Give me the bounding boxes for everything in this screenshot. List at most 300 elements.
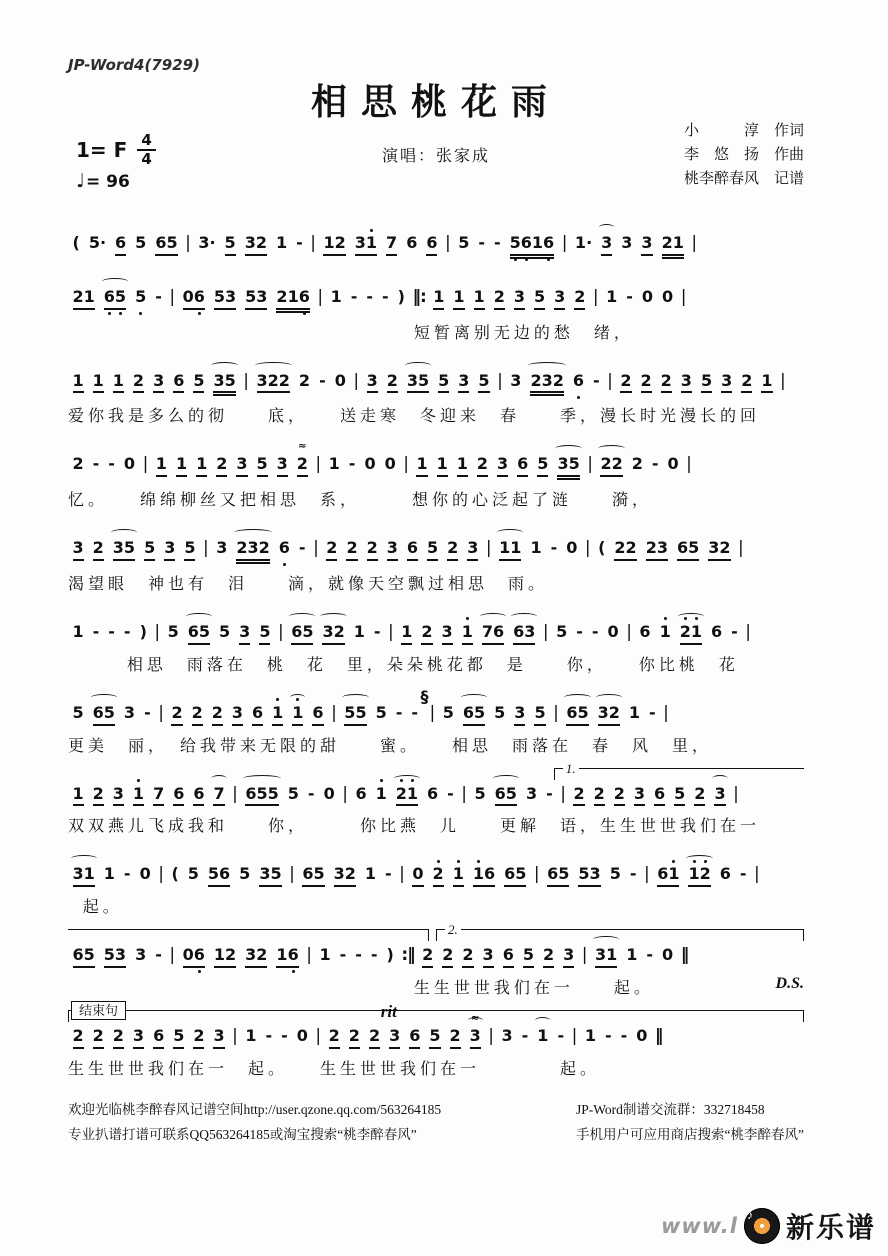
- music-note-icon: ♪: [746, 1208, 753, 1222]
- note-group: 65: [93, 703, 115, 726]
- note-group: 65: [547, 864, 569, 887]
- note-group: 1: [375, 783, 387, 803]
- note-group: 1: [156, 454, 167, 477]
- note-group: 2: [631, 454, 643, 474]
- footer-left-column: [68, 1097, 441, 1148]
- note-group: 21: [73, 287, 95, 310]
- note-group: 1: [416, 454, 427, 477]
- note-group: 5: [184, 538, 195, 561]
- note-group: -: [355, 945, 362, 965]
- lyrics-row: 双双燕儿飞成我和 你， 你比燕 儿 更解 语，生生世世我们在一: [68, 818, 761, 836]
- note-group: 1: [319, 945, 331, 965]
- note-group: 1: [196, 454, 207, 477]
- notes-row: [68, 783, 804, 807]
- barline: |: [315, 1025, 322, 1046]
- note-group: 655: [245, 784, 278, 807]
- note-group: -: [92, 621, 100, 641]
- note-group: 5: [72, 702, 84, 722]
- note-group: 3: [714, 784, 725, 807]
- note-group: 1: [628, 702, 641, 722]
- barline: |: [626, 621, 632, 642]
- notes-row: [68, 621, 804, 645]
- note-group: -: [395, 702, 403, 722]
- note-group: 65: [188, 622, 210, 645]
- lyrics-row: 更美 丽， 给我带来无限的甜 蜜。 相思 雨落在 春 风 里，: [68, 737, 713, 755]
- note-group: 5: [259, 622, 270, 645]
- note-group: 12: [688, 864, 710, 887]
- note-group: 3: [681, 371, 692, 394]
- note-group: 7: [213, 784, 224, 807]
- note-group: -: [339, 945, 347, 965]
- note-group: 6: [406, 233, 418, 252]
- note-group: 3: [510, 370, 522, 390]
- note-group: 32: [334, 864, 356, 887]
- note-group: 2: [93, 538, 104, 561]
- note-group: 61: [657, 864, 679, 887]
- note-group: -: [557, 1025, 565, 1045]
- note-group: -: [348, 454, 356, 474]
- footer-left-line2: 专业扒谱打谱可联系QQ563264185或淘宝搜索“桃李醉春风”: [68, 1127, 417, 1143]
- repeat-barline: ‖: [654, 1025, 663, 1046]
- note-group: 1: [133, 784, 144, 807]
- note-group: 53: [104, 945, 126, 968]
- note-group: 5: [427, 538, 438, 561]
- note-group: 5: [144, 538, 155, 561]
- time-signature-denominator: 4: [141, 150, 152, 168]
- note-group: 3: [563, 945, 574, 968]
- barline: |: [169, 286, 176, 307]
- note-group: 2: [329, 1026, 340, 1049]
- note-group: 0: [566, 538, 578, 558]
- note-group: -: [370, 945, 378, 965]
- note-group: ): [139, 621, 147, 641]
- barline: |: [444, 233, 451, 253]
- note-group: 3: [721, 371, 732, 394]
- note-group: 32: [245, 233, 267, 256]
- note-group: 5: [438, 371, 449, 394]
- segno-icon: §: [420, 686, 429, 706]
- note-group: 53: [578, 864, 600, 887]
- lyrics-row: 起。: [82, 899, 123, 917]
- barline: |: [158, 864, 164, 885]
- note-group: ): [386, 945, 394, 965]
- note-group: -: [123, 621, 131, 641]
- note-group: 56: [208, 864, 230, 887]
- notes-row: [68, 370, 804, 397]
- barline: |: [780, 370, 786, 391]
- note-group: 22: [600, 454, 622, 477]
- barline: |: [388, 621, 394, 642]
- note-group: -: [576, 621, 583, 641]
- repeat-barline: ‖:: [412, 286, 426, 307]
- note-group: 2: [298, 370, 311, 390]
- volta-bracket: [554, 760, 804, 780]
- note-group: 232: [530, 371, 563, 397]
- note-group: 3: [497, 454, 508, 477]
- note-group: -: [411, 702, 418, 722]
- barline: |: [461, 783, 468, 804]
- note-group: 2: [543, 945, 554, 968]
- lyrics-row: 短暂离别无边的愁 绪，: [413, 324, 634, 342]
- note-group: 1: [433, 287, 444, 310]
- barline: |: [202, 538, 209, 559]
- note-group: 3: [458, 371, 469, 394]
- note-group: 53: [214, 287, 236, 310]
- note-group: 5: [701, 371, 712, 394]
- note-group: 3: [501, 1025, 513, 1045]
- note-group: 2: [433, 864, 444, 887]
- note-group: 216: [276, 287, 309, 313]
- note-group: 1: [606, 286, 618, 306]
- barline: |: [154, 621, 161, 642]
- note-group: 1: [113, 371, 124, 394]
- note-group: 2: [367, 538, 378, 561]
- note-group: 2: [93, 784, 104, 807]
- note-group: 1: [761, 371, 772, 394]
- note-group: 3: [554, 287, 565, 310]
- note-group: 6: [153, 1026, 164, 1049]
- note-group: 3: [483, 945, 494, 968]
- repeat-barline: :‖: [401, 945, 415, 966]
- note-group: 1: [453, 287, 464, 310]
- note-group: 3: [135, 945, 147, 965]
- note-group: -: [651, 454, 659, 474]
- note-group: 1: [401, 622, 412, 645]
- note-group: 3: [387, 538, 398, 561]
- footer-right-line2: 手机用户可应用商店搜索“桃李醉春风”: [576, 1127, 804, 1143]
- note-group: 2: [346, 538, 357, 561]
- lyrics-row: 爱你我是多么的彻 底， 送走寒 冬迎来 春 季，漫长时光漫长的回: [68, 408, 761, 426]
- note-group: 1: [272, 703, 283, 726]
- barline: |: [232, 783, 238, 804]
- note-group: -: [366, 286, 373, 306]
- barline: |: [643, 864, 650, 885]
- note-group: 2: [450, 1026, 461, 1049]
- barline: |: [738, 538, 744, 559]
- note-group: 2: [442, 945, 453, 968]
- note-group: -: [649, 702, 656, 722]
- note-group: 2: [477, 454, 488, 477]
- note-group: 2: [462, 945, 473, 968]
- barline: |: [306, 945, 312, 966]
- credit-lyricist: 小 淳 作词: [683, 123, 804, 139]
- note-group: 35: [259, 864, 281, 887]
- barline: |: [317, 286, 324, 307]
- note-group: 0: [636, 1025, 648, 1045]
- note-group: 5: [173, 1026, 184, 1049]
- note-group: 232: [236, 538, 269, 564]
- note-group: 5: [609, 864, 621, 884]
- bracket-label: 1.: [563, 761, 579, 776]
- note-group: 2: [421, 622, 432, 645]
- barline: |: [581, 945, 588, 966]
- note-group: 3: [153, 371, 164, 394]
- note-group: 5: [193, 371, 204, 394]
- note-group: 65: [104, 287, 126, 310]
- note-group: 3: [213, 1026, 224, 1049]
- note-group: 65: [73, 945, 95, 968]
- note-group: 2: [193, 1026, 204, 1049]
- note-group: -: [593, 370, 600, 390]
- note-group: 5: [474, 783, 486, 803]
- note-group: 2: [171, 703, 182, 726]
- note-group: 5: [225, 233, 236, 256]
- score-line: [68, 520, 804, 594]
- note-group: 2: [694, 784, 705, 807]
- note-group: 1: [73, 784, 84, 807]
- barline: |: [169, 945, 176, 966]
- note-group: -: [144, 702, 151, 722]
- note-group: 1: [462, 622, 473, 645]
- note-group: 5: [287, 783, 299, 803]
- barline: |: [313, 538, 319, 559]
- note-group: 21: [680, 622, 702, 645]
- note-group: 35: [213, 371, 235, 397]
- note-group: 1: [353, 621, 365, 641]
- barline: |: [533, 864, 540, 885]
- barline: |: [158, 702, 164, 723]
- note-group: -: [731, 621, 738, 641]
- bracket-label: 2.: [445, 922, 461, 937]
- barline: |: [553, 702, 559, 723]
- barline: |: [429, 702, 436, 723]
- note-group: 2: [447, 538, 458, 561]
- note-group: 5: [674, 784, 685, 807]
- credit-composer: 李 悠 扬 作曲: [683, 147, 804, 163]
- barline: |: [310, 233, 316, 253]
- barline: |: [686, 454, 692, 475]
- note-group: 1: [537, 1025, 549, 1045]
- footer: [68, 1097, 804, 1148]
- note-group: 76: [482, 622, 504, 645]
- note-group: -: [478, 233, 485, 252]
- barline: |: [680, 286, 687, 307]
- note-group: 65: [495, 784, 517, 807]
- note-group: 65: [463, 703, 485, 726]
- score-line: [68, 846, 804, 917]
- note-group: 2: [93, 1026, 104, 1049]
- tempo-value: = 96: [85, 172, 130, 192]
- barline: |: [571, 1025, 578, 1046]
- note-group: 0: [123, 454, 136, 474]
- note-group: -: [123, 864, 131, 884]
- note-group: 3·: [198, 233, 216, 252]
- note-group: 06: [183, 945, 205, 968]
- note-group: 2: [614, 784, 625, 807]
- note-group: 1: [328, 454, 340, 474]
- note-group: 0: [334, 370, 346, 390]
- note-group: 6: [719, 864, 731, 884]
- bracket-label: rit: [380, 1001, 397, 1021]
- barline: |: [542, 621, 549, 642]
- notes-row: [68, 286, 804, 313]
- watermark: JP-Word4(7929): [68, 56, 200, 74]
- logo-brand-text: 新乐谱: [785, 1211, 876, 1244]
- score-line: [68, 604, 804, 675]
- note-group: 6: [407, 538, 418, 561]
- note-group: 5: [523, 945, 534, 968]
- note-group: 2: [741, 371, 752, 394]
- note-group: 0: [364, 454, 376, 474]
- note-group: 5: [239, 864, 251, 884]
- note-group: 3: [236, 454, 247, 477]
- barline: |: [733, 783, 739, 804]
- repeat-barline: ‖: [680, 945, 689, 966]
- note-group: 2: [72, 454, 84, 474]
- note-group: -: [92, 454, 100, 474]
- note-group: 322: [257, 371, 290, 394]
- note-group: 2: [349, 1026, 360, 1049]
- note-group: 6: [355, 783, 367, 803]
- barline: |: [691, 233, 698, 253]
- barline: |: [561, 233, 568, 253]
- barline: |: [403, 454, 409, 475]
- note-group: -: [546, 783, 553, 803]
- note-group: 3: [442, 622, 453, 645]
- score-body: [68, 215, 804, 1079]
- note-group: 12: [323, 233, 345, 256]
- notes-row: [68, 863, 804, 887]
- note-group: 5: [478, 371, 489, 394]
- note-group: 53: [245, 287, 267, 310]
- note-group: 3: [634, 784, 645, 807]
- note-group: 5: [534, 287, 545, 310]
- note-group: 2: [212, 703, 223, 726]
- score-line: [68, 215, 804, 259]
- note-group: (: [72, 233, 80, 252]
- barline: |: [331, 702, 337, 723]
- performer-credit: 演唱：张家成: [381, 148, 490, 165]
- time-signature-numerator: 4: [137, 133, 155, 151]
- note-group: 23: [646, 538, 668, 561]
- note-group: -: [604, 1025, 612, 1045]
- note-group: 1: [457, 454, 468, 477]
- note-group: ): [397, 286, 405, 306]
- volta-bracket: [68, 929, 429, 941]
- barline: |: [587, 454, 593, 475]
- note-group: -: [521, 1025, 529, 1045]
- note-group: 16: [473, 864, 495, 887]
- note-group: 3: [232, 703, 243, 726]
- note-group: 3: [133, 1026, 144, 1049]
- note-group: 6: [639, 621, 651, 641]
- note-group: -: [298, 538, 306, 558]
- note-group: 1: [72, 621, 84, 641]
- barline: |: [277, 621, 284, 642]
- note-group: -: [626, 286, 633, 306]
- key-label: 1= F: [76, 138, 128, 162]
- note-group: -: [382, 286, 389, 306]
- note-group: -: [373, 621, 381, 641]
- note-group: 3: [239, 622, 250, 645]
- tempo-marking: [76, 169, 156, 194]
- note-group: 0: [139, 864, 151, 884]
- note-group: 1: [330, 286, 342, 306]
- note-group: 5: [187, 864, 199, 884]
- note-group: 65: [677, 538, 699, 561]
- note-group: 55: [344, 703, 366, 726]
- logo-url-text: www.l: [660, 1214, 738, 1238]
- lyrics-row: 忆。 绵绵柳丝又把相思 系， 想你的心泛起了涟 漪，: [68, 492, 653, 510]
- note-group: 2: [494, 287, 505, 310]
- barline: |: [399, 864, 405, 885]
- note-group: 6: [409, 1026, 420, 1049]
- note-group: 1: [437, 454, 448, 477]
- note-group: -: [296, 233, 303, 252]
- note-group: -: [350, 286, 358, 306]
- note-group: 3: [216, 538, 228, 558]
- note-group: 2: [641, 371, 652, 394]
- note-group: (: [171, 864, 179, 884]
- notes-row: [68, 1025, 804, 1049]
- note-group: 12: [214, 945, 236, 968]
- note-group: 1: [584, 1025, 596, 1045]
- note-group: 6: [654, 784, 665, 807]
- note-group: -: [447, 783, 454, 803]
- note-group: 2: [422, 945, 433, 968]
- note-group: 31: [73, 864, 95, 887]
- site-logo: [661, 1206, 876, 1246]
- note-group: 0: [662, 945, 674, 965]
- note-group: 21: [396, 784, 418, 807]
- note-group: 2: [620, 371, 631, 394]
- note-group: 2: [594, 784, 605, 807]
- note-group: 2: [113, 1026, 124, 1049]
- note-group: 5: [135, 286, 147, 306]
- note-group: -: [265, 1025, 273, 1045]
- note-group: (: [598, 538, 606, 558]
- footer-right-column: [576, 1097, 804, 1148]
- barline: |: [488, 1025, 495, 1046]
- barline: |: [663, 702, 669, 723]
- note-group: 32: [245, 945, 267, 968]
- note-group: 7: [153, 784, 164, 807]
- note-group: 5: [494, 702, 506, 722]
- note-group: 6: [252, 703, 263, 726]
- note-group: -: [385, 864, 392, 884]
- note-group: 35: [407, 371, 429, 394]
- lyrics-row: 渴望眼 神也有 泪 滴，就像天空飘过相思 雨。: [68, 575, 549, 593]
- note-group: 5: [534, 703, 545, 726]
- note-group: 1: [453, 864, 464, 887]
- note-group: 5: [257, 454, 268, 477]
- note-group: 3: [123, 702, 136, 722]
- note-group: 6: [115, 233, 126, 256]
- note-group: 6: [427, 783, 439, 803]
- note-group: -: [739, 864, 747, 884]
- note-group: 0: [412, 864, 423, 887]
- note-group: 1: [292, 703, 303, 726]
- note-group: -: [629, 864, 637, 884]
- notes-row: [68, 453, 804, 480]
- barline: |: [745, 621, 751, 642]
- note-group: 65: [504, 864, 526, 887]
- note-group: 1: [364, 864, 377, 884]
- barline: |: [497, 370, 503, 391]
- note-group: 3: [389, 1026, 400, 1049]
- credits-block: [684, 119, 804, 191]
- note-group: 65: [566, 703, 588, 726]
- note-group: -: [620, 1025, 628, 1045]
- note-group: 1: [626, 945, 638, 965]
- note-group: 3: [367, 371, 378, 394]
- note-group: 2: [192, 703, 203, 726]
- note-group: 3: [514, 287, 525, 310]
- notes-row: [68, 944, 804, 968]
- note-group: 1: [474, 287, 485, 310]
- note-group: 65: [291, 622, 313, 645]
- note-group: 7: [386, 233, 397, 256]
